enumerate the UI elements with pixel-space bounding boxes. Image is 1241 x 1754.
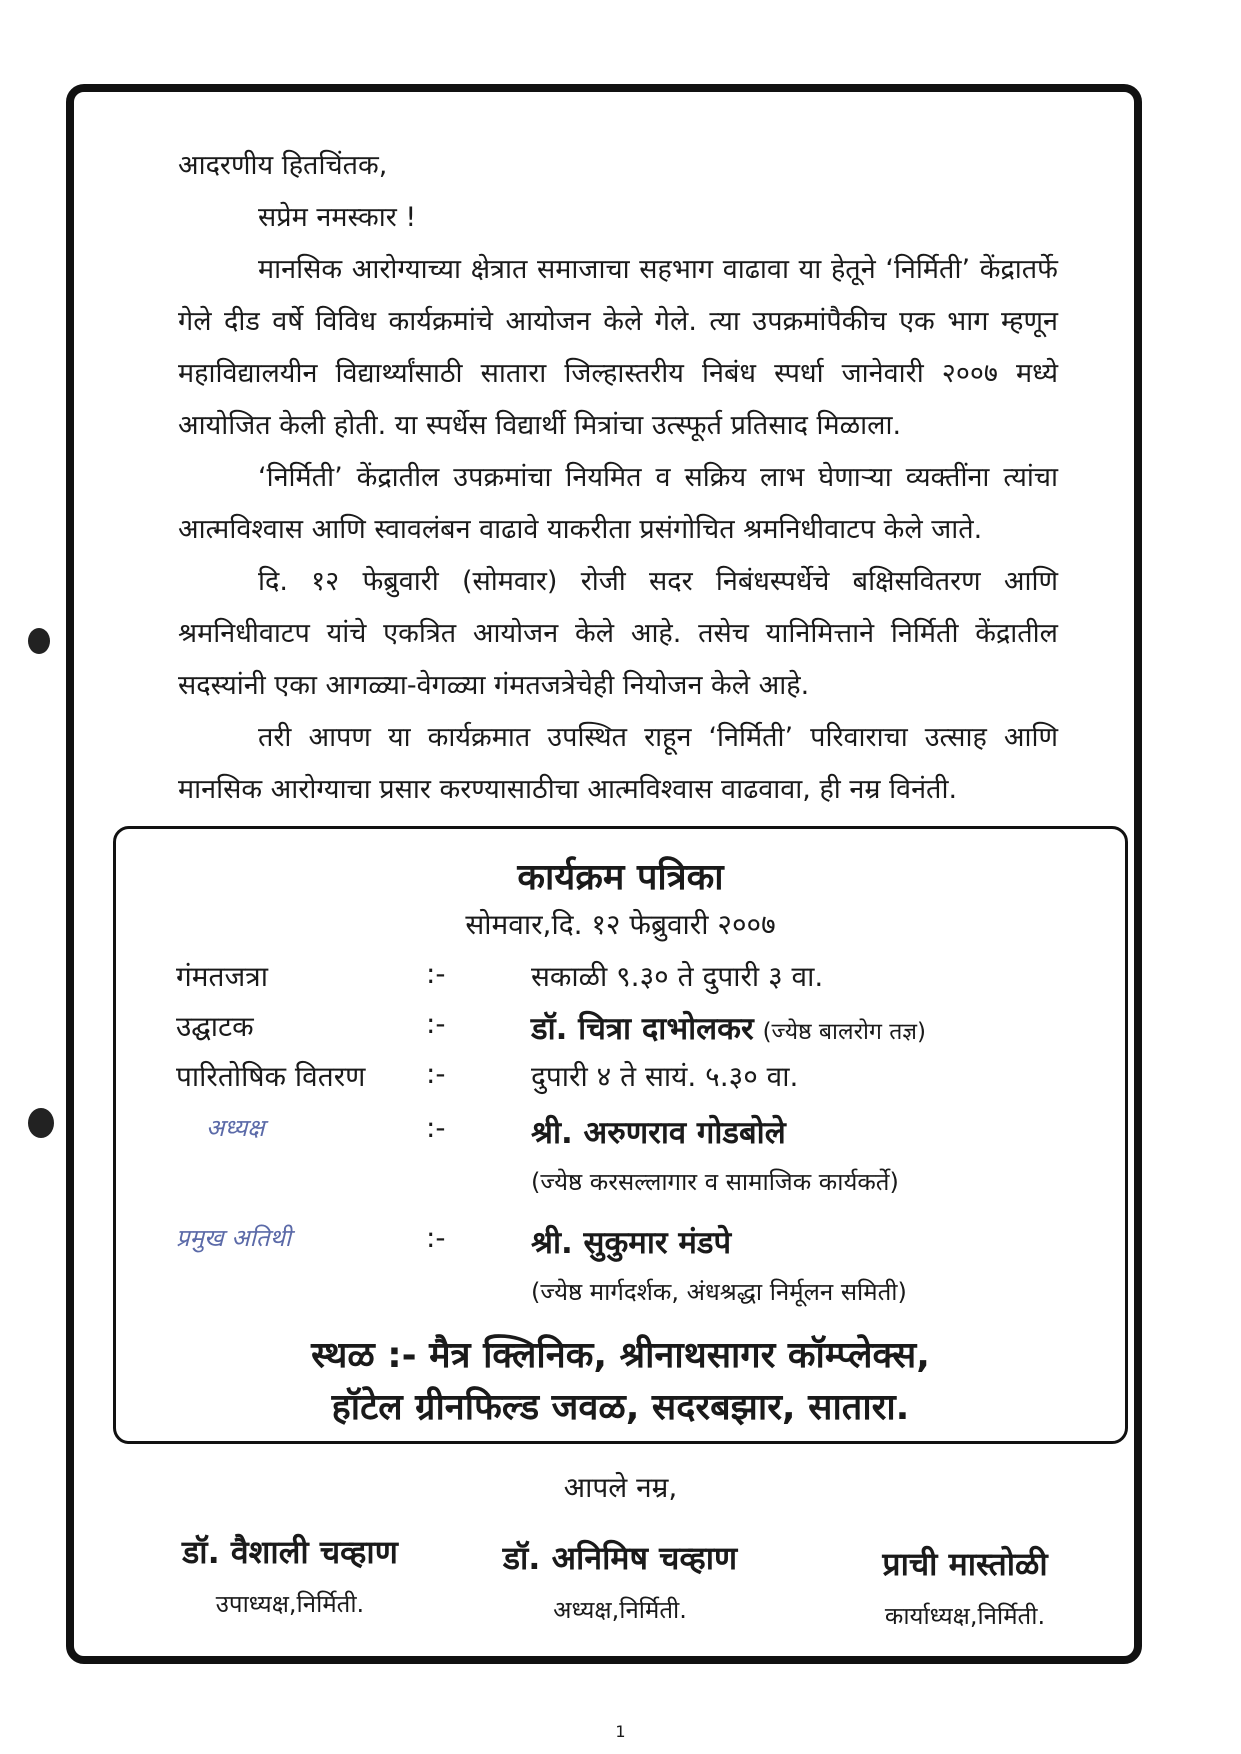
signatory-name: प्राची मास्तोळी	[882, 1545, 1048, 1583]
row-subtext: (ज्येष्ठ मार्गदर्शक, अंधश्रद्धा निर्मूलन समिती)	[531, 1278, 907, 1306]
program-date: सोमवार,दि. १२ फेब्रुवारी २००७	[465, 908, 776, 941]
row-value: दुपारी ४ ते सायं. ५.३० वा.	[531, 1060, 799, 1093]
paragraph: मानसिक आरोग्याच्या क्षेत्रात समाजाचा सहभाग वाढावा या हेतूने ‘निर्मिती’ केंद्रातर्फे गेले दीड वर्षे विविध कार्यक्रमांचे आयोजन केले गेले. त्या उपक्रमांपैकीच एक भाग म्हणून महाविद्यालयीन विद्यार्थ्यांसाठी सातारा जिल्हास्तरीय निबंध स्पर्धा जानेवारी २००७ मध्ये आयोजित केली होती. या स्पर्धेस विद्यार्थी मित्रांचा उत्स्फूर्त प्रतिसाद मिळाला.	[178, 254, 1058, 441]
program-title: कार्यक्रम पत्रिका	[517, 857, 724, 898]
program-row-chief-guest	[176, 1221, 1096, 1269]
program-row-inaugurator	[176, 1007, 1096, 1055]
row-value-group	[531, 1007, 926, 1049]
row-note: (ज्येष्ठ बालरोग तज्ञ)	[762, 1019, 927, 1045]
row-separator: :-	[426, 957, 446, 990]
paragraph: तरी आपण या कार्यक्रमात उपस्थित राहून ‘निर्मिती’ परिवाराचा उत्साह आणि मानसिक आरोग्याचा प्रसार करण्यासाठीचा आत्मविश्वास वाढवावा, ही नम्र विनंती.	[178, 722, 1058, 805]
venue-line-1: स्थळ :- मैत्र क्लिनिक, श्रीनाथसागर कॉम्प्लेक्स,	[311, 1335, 930, 1376]
punch-hole-mark	[28, 628, 50, 654]
row-value: डॉ. चित्रा दाभोलकर	[531, 1011, 754, 1047]
row-separator: :-	[426, 1111, 446, 1144]
signatory-title: उपाध्यक्ष,निर्मिती.	[215, 1590, 365, 1618]
row-subtext: (ज्येष्ठ करसल्लागार व सामाजिक कार्यकर्ते)	[531, 1168, 899, 1196]
signatory-title: कार्याध्यक्ष,निर्मिती.	[884, 1602, 1046, 1630]
row-value: सकाळी ९.३० ते दुपारी ३ वा.	[531, 960, 824, 993]
handwritten-label: प्रमुख अतिथी	[176, 1224, 292, 1252]
page-number: 1	[615, 1722, 626, 1741]
program-box	[113, 826, 1128, 1444]
row-separator: :-	[426, 1221, 446, 1254]
program-row-prize-distribution	[176, 1057, 1096, 1105]
program-row-gamatjatra	[176, 957, 1096, 1005]
salutation: आदरणीय हितचिंतक,	[178, 150, 388, 181]
signatory	[450, 1536, 790, 1626]
letter-body	[178, 140, 1058, 816]
closing: आपले नम्र,	[563, 1471, 678, 1504]
signatory-name: डॉ. अनिमिष चव्हाण	[502, 1539, 738, 1577]
row-value: श्री. अरुणराव गोडबोले	[531, 1115, 786, 1151]
signatory	[130, 1530, 450, 1620]
greeting: सप्रेम नमस्कार !	[258, 202, 417, 233]
signatory	[800, 1542, 1130, 1632]
punch-hole-mark	[28, 1108, 54, 1138]
signatory-title: अध्यक्ष,निर्मिती.	[553, 1596, 687, 1624]
row-separator: :-	[426, 1057, 446, 1090]
venue-line-2: हॉटेल ग्रीनफिल्ड जवळ, सदरबझार, सातारा.	[331, 1387, 910, 1428]
handwritten-label: अध्यक्ष	[206, 1114, 265, 1142]
row-value: श्री. सुकुमार मंडपे	[531, 1225, 732, 1261]
row-label: पारितोषिक वितरण	[176, 1060, 366, 1093]
signatory-name: डॉ. वैशाली चव्हाण	[182, 1533, 398, 1571]
paragraph: दि. १२ फेब्रुवारी (सोमवार) रोजी सदर निबंधस्पर्धेचे बक्षिसवितरण आणि श्रमनिधीवाटप यांचे एकत्रित आयोजन केले आहे. तसेच यानिमित्ताने निर्मिती केंद्रातील सदस्यांनी एका आगळ्या-वेगळ्या गंमतजत्रेचेही नियोजन केले आहे.	[178, 566, 1058, 701]
paragraph: ‘निर्मिती’ केंद्रातील उपक्रमांचा नियमित व सक्रिय लाभ घेणाऱ्या व्यक्तींना त्यांचा आत्मविश्वास आणि स्वावलंबन वाढावे याकरीता प्रसंगोचित श्रमनिधीवाटप केले जाते.	[178, 462, 1058, 545]
row-label: गंमतजत्रा	[176, 960, 268, 993]
row-separator: :-	[426, 1007, 446, 1040]
program-row-president	[176, 1111, 1096, 1159]
row-label: उद्घाटक	[176, 1010, 254, 1043]
